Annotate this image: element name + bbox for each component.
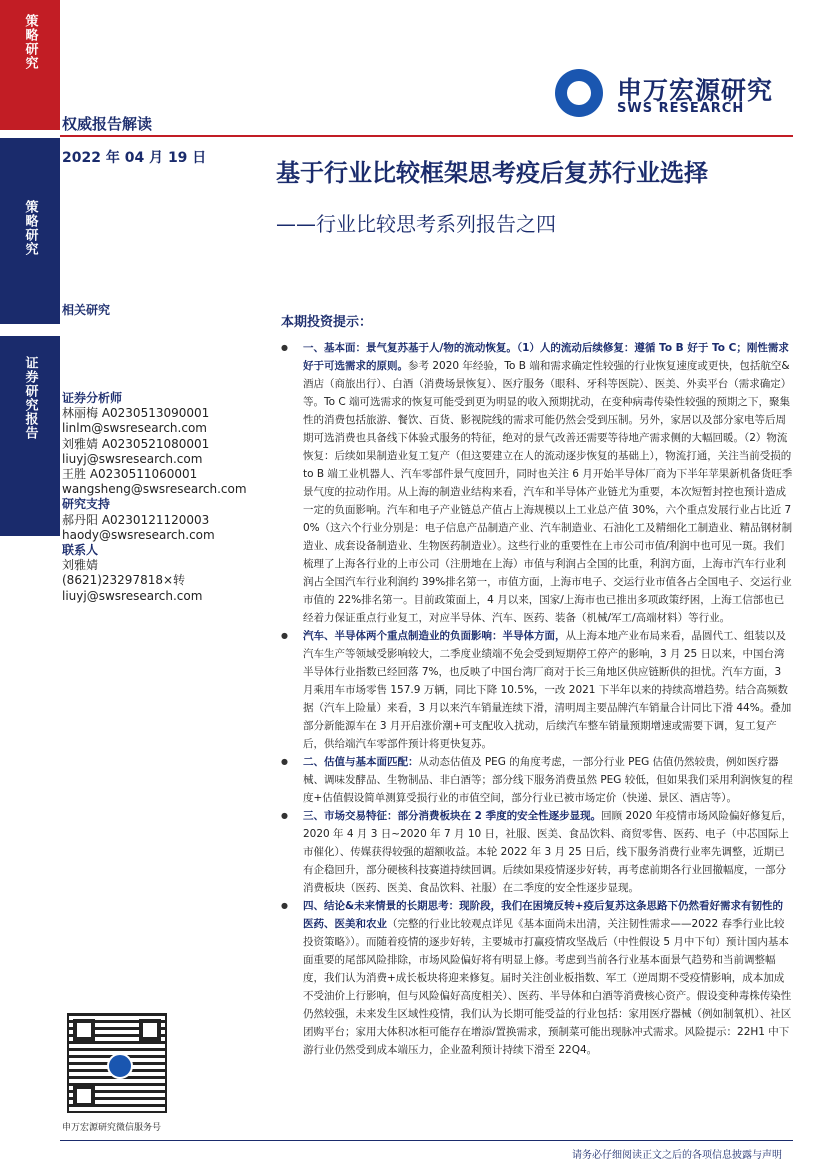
analyst-info [62, 391, 262, 604]
bullet-text: 从动态估值及 PEG 的角度考虑，一部分行业 PEG 估值仍然较贵，例如医疗器械、调味发酵品、生物制品、非白酒等；部分线下服务消费虽然 PEG 较低，但如果我们采用利润恢复的程度+估值假设简单测算受损行业的市值空间，部分行业已被市场定价（快递、景区、酒店等）。 [303, 756, 793, 804]
bullet-bold: 一、基本面：景气复苏基于人/物的流动恢复。（1）人的流动后续修复：遵循 To B 好于 To C；刚性需求好于可选需求的原则。 [303, 342, 789, 372]
sws-logo [555, 65, 795, 120]
sidebar-tag-bottom: 证券研究报告 [0, 336, 60, 536]
support-line[interactable]: haody@swsresearch.com [62, 527, 215, 542]
bullet-bold: 汽车、半导体两个重点制造业的负面影响：半导体方面， [303, 630, 566, 642]
support-heading: 研究支持 [62, 497, 111, 512]
logo-cn-text: 申万宏源研究 [617, 76, 774, 105]
analyst-line: 王胜 A0230511060001 [62, 467, 198, 482]
section-heading: 本期投资提示： [281, 315, 373, 330]
report-subtitle: ——行业比较思考系列报告之四 [276, 212, 556, 236]
bullet-text: 参考 2020 年经验，To B 端和需求确定性较强的行业恢复速度或更快，包括航空&酒店（商旅出行）、白酒（消费场景恢复）、医疗服务（眼科、牙科等医院）、医美、外卖平台（需求确定）等。To C 端可选需求的恢复可能受到更为明显的收入预期扰动，在变种病毒传染性较强的预期之下，聚集性的消费包括旅游、餐饮、百货、影视院线的需求可能仍然会受到压制。另外，家居以及部分家电等后周期可选消费也具备线下体验式服务的特征，绝对的景气改善还需要等待地产需求侧的大幅回暖。（2）物流恢复：后续如果制造业复工复产（但这要建立在人的流动逐步恢复的基础上），物流打通，关注当前受损的 to B 端工业机器人、汽车零部件景气度回升，同时也关注 6 月开始半导体厂商为下半年苹果新机备货旺季景气度的拉动作用。从上海的制造业结构来看，汽车和半导体产业链尤为重要，本次短暂封控也预计造成一定的负面影响。汽车和电子产业链总产值占上海规模以上工业总产值 30%，六个重点发展行业占比近 70%（这六个行业分别是：电子信息产品制造产业、汽车制造业、石油化工及精细化工制造业、精品钢材制造业、成套设备制造业、生物医药制造业）。这些行业的重要性在上市公司市值/利润中也可见一斑。我们梳理了上海各行业的上市公司（注册地在上海）市值与利润占全国的比重，利润方面，上海市汽车行业利润占全国汽车行业利润约 39%排名第一，市值方面，上海市电子、交运行业市值各占全国电子、交运行业市值的 22%排名第一。目前政策面上，4 月以来，国家/上海市也已推出多项政策纾困，上海工信部也已经着力保证重点行业复工，对应半导体、汽车、医药、装备（机械/军工/高端材料）等行业。 [303, 360, 793, 624]
analyst-line[interactable]: wangsheng@swsresearch.com [62, 482, 247, 497]
header-divider [60, 135, 793, 137]
sidebar-tag-middle: 策略研究 [0, 138, 60, 324]
analyst-line: 刘雅婧 A0230521080001 [62, 436, 210, 451]
logo-en-text: SWS RESEARCH [617, 101, 745, 116]
sidebar-tag-top: 策略研究 [0, 0, 60, 130]
analyst-line: 林丽梅 A0230513090001 [62, 406, 210, 421]
bullet-item [281, 807, 793, 897]
bullet-bold: 四、结论&未来情景的长期思考：现阶段，我们在困境反转+疫后复苏这条思路下仍然看好需求有韧性的医药、医美和农业 [303, 900, 783, 930]
contact-heading: 联系人 [62, 543, 99, 558]
report-category: 权威报告解读 [62, 115, 153, 133]
contact-line[interactable]: liuyj@swsresearch.com [62, 588, 203, 603]
bullet-item [281, 753, 793, 807]
bullet-item [281, 897, 793, 1059]
qr-code [67, 1013, 167, 1113]
disclaimer-note[interactable]: 请务必仔细阅读正文之后的各项信息披露与声明 [572, 1150, 782, 1161]
support-line: 郝丹阳 A0230121120003 [62, 512, 210, 527]
related-research-label: 相关研究 [62, 303, 111, 317]
analyst-line[interactable]: liuyj@swsresearch.com [62, 451, 203, 466]
report-title: 基于行业比较框架思考疫后复苏行业选择 [276, 159, 708, 187]
analyst-line[interactable]: linlm@swsresearch.com [62, 421, 207, 436]
bullet-text: （完整的行业比较观点详见《基本面尚未出清，关注韧性需求——2022 春季行业比较投资策略》）。而随着疫情的逐步好转，主要城市打赢疫情攻坚战后（中性假设 5 月中下旬）预计国内基本面重要的尾部风险排除，市场风险偏好将有明显上修。考虑到当前各行业基本面景气趋势和当前调整幅度，我们认为消费+成长板块将迎来修复。届时关注创业板指数、军工（逆周期不受疫情影响，成本加成不受油价上行影响，但与风险偏好高度相关）、医药、半导体和白酒等消费核心资产。假设变种毒株传染性仍然较强，未来发生区域性疫情，我们认为长期可能受益的行业包括：家用医疗器械（例如制氧机）、社区团购平台；家用大体积冰柜可能存在增添/置换需求，预制菜可能出现脉冲式需求。风险提示：22H1 中下游行业仍然受到成本端压力，企业盈利预计持续下滑至 22Q4。 [303, 918, 792, 1056]
bullet-text: 从上海本地产业布局来看，晶圆代工、组装以及汽车生产等领域受影响较大，二季度业绩端不免会受到短期停工停产的影响，3 月 25 日以来，中国台湾半导体行业指数已经回落 7%，也反映了中国台湾厂商对于长三角地区供应链断供的担忧。汽车方面，3 月乘用车市场零售 157.9 万辆，同比下降 10.5%，一改 2021 下半年以来的持续高增趋势。结合高频数据（汽车上险量）来看，3 月以来汽车销量连续下滑，清明周主要品牌汽车销量合计同比下滑 44%。叠加部分新能源车在 3 月开启涨价潮+可支配收入扰动，后续汽车整车销量预期增速或需要下调，复工复产后，供给端汽车零部件预计将更快复苏。 [303, 630, 792, 750]
report-date: 2022 年 04 月 19 日 [62, 150, 207, 166]
bullet-item [281, 627, 793, 753]
footer-divider [60, 1140, 793, 1141]
bullet-item [281, 339, 793, 627]
bullet-bold: 二、估值与基本面匹配： [303, 756, 419, 768]
logo-mark-icon [555, 69, 603, 117]
analyst-heading: 证券分析师 [62, 391, 123, 405]
investment-highlights [281, 339, 793, 1134]
bullet-bold: 三、市场交易特征：部分消费板块在 2 季度的安全性逐步显现。 [303, 810, 602, 822]
bullet-text: 回顾 2020 年疫情市场风险偏好修复后，2020 年 4 月 3 日~2020 年 7 月 10 日，社服、医美、食品饮料、商贸零售、医药、电子（中芯国际上市催化）、传媒获得较强的超额收益。本轮 2022 年 3 月 25 日后，线下服务消费行业率先调整，近期已有企稳回升，部分硬核科技赛道持续回调。后续如果疫情逐步好转，再考虑前期各行业回撤幅度，一部分消费板块（医药、医美、食品饮料、社服）在二季度的安全性逐步显现。 [303, 810, 793, 894]
contact-line: 刘雅婧 [62, 558, 99, 573]
qr-logo-icon [107, 1053, 133, 1079]
contact-line: (8621)23297818×转 [62, 573, 186, 588]
sidebar [0, 0, 60, 1170]
qr-caption: 申万宏源研究微信服务号 [62, 1123, 162, 1133]
